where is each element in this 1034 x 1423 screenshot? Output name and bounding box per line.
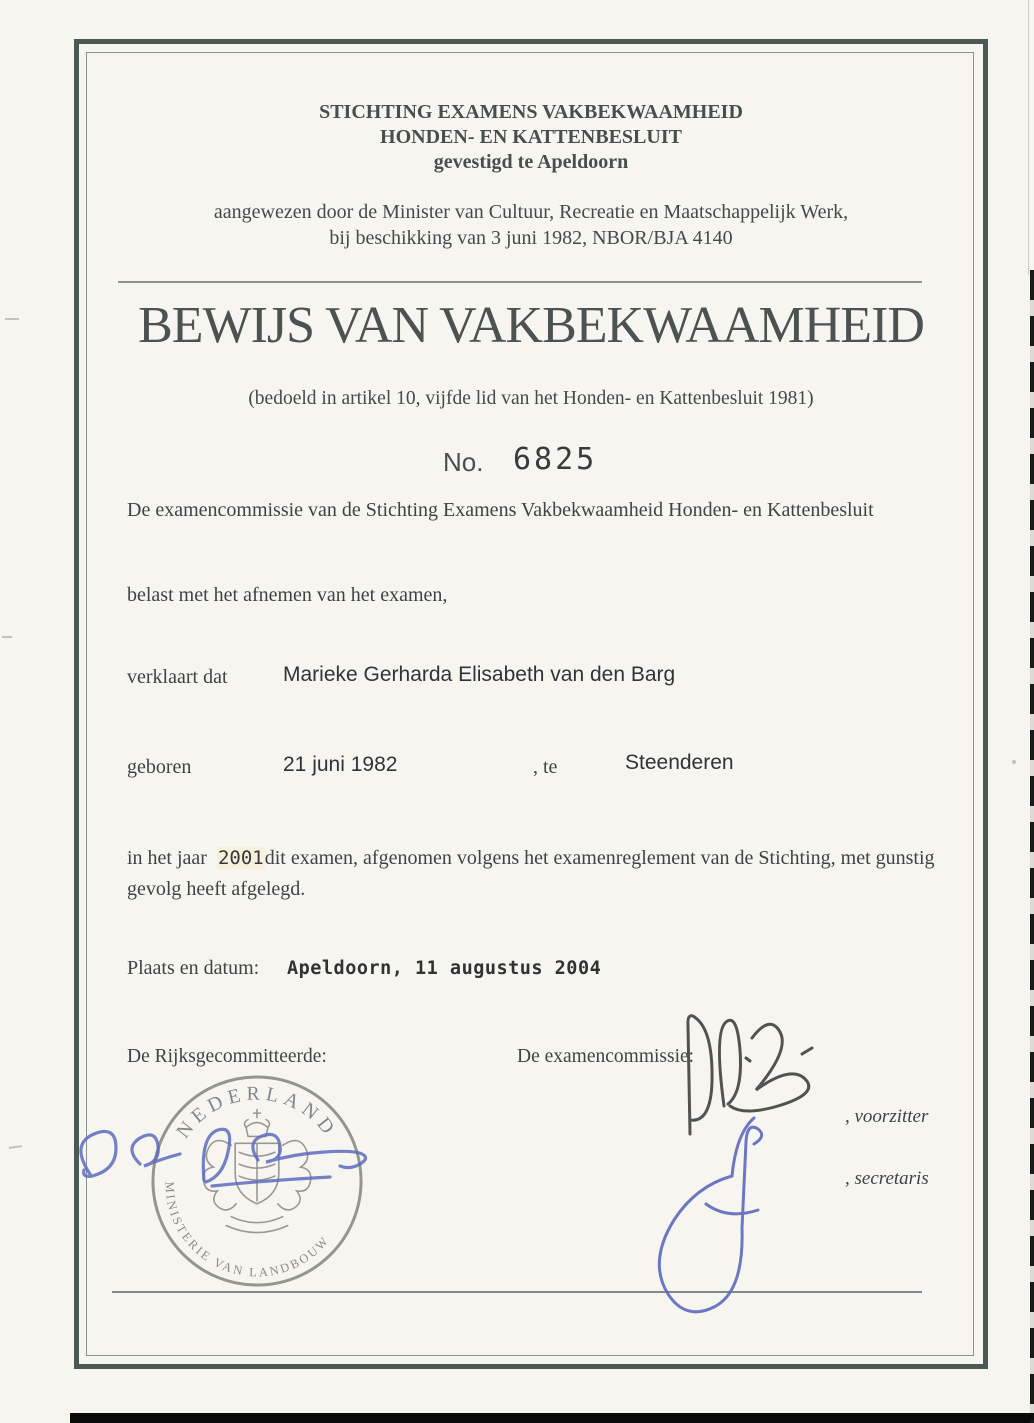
- examencommissie-label: De examencommissie:: [517, 1046, 695, 1067]
- org-name-line1: STICHTING EXAMENS VAKBEKWAAMHEID: [319, 101, 743, 123]
- org-name-line2: HONDEN- EN KATTENBESLUIT: [380, 126, 682, 148]
- stamp-country-text: NEDERLAND: [172, 1082, 342, 1143]
- certificate-number-value: 6825: [513, 442, 598, 477]
- secretary-signature: [636, 1106, 801, 1321]
- year-prefix: in het jaar: [127, 847, 207, 869]
- scan-right-edge-shadow: [1030, 270, 1034, 1423]
- stamp-ministry-text: MINISTERIE VAN LANDBOUW: [162, 1181, 333, 1280]
- born-label: geboren: [127, 756, 192, 778]
- charged-statement: belast met het afnemen van het examen,: [127, 584, 448, 606]
- place-date-value: Apeldoorn, 11 augustus 2004: [287, 958, 602, 979]
- secretary-role-label: , secretaris: [845, 1168, 929, 1189]
- exam-year: 2001: [217, 847, 264, 869]
- scan-right-paper-line: [1028, 0, 1029, 275]
- commission-statement: De examencommissie van de Stichting Examens Vakbekwaamheid Honden- en Kattenbesluit: [127, 499, 874, 521]
- rijksgecommitteerde-signature: [62, 1116, 412, 1216]
- scan-speck: [1012, 760, 1016, 764]
- certificate-subtitle: (bedoeld in artikel 10, vijfde lid van het Honden- en Kattenbesluit 1981): [248, 388, 814, 409]
- scan-speck: [2, 636, 12, 638]
- appointment-line2: bij beschikking van 3 juni 1982, NBOR/BJA 4140: [329, 227, 733, 249]
- appointment-line1: aangewezen door de Minister van Cultuur, Recreatie en Maatschappelijk Werk,: [213, 201, 849, 223]
- certificate-number-label: No.: [443, 447, 484, 477]
- scan-speck: [5, 318, 19, 320]
- chairman-role-label: , voorzitter: [845, 1106, 929, 1127]
- organisation-header: [87, 100, 975, 175]
- scan-speck: [9, 1145, 22, 1149]
- te-label: , te: [533, 756, 558, 778]
- year-suffix: dit examen, afgenomen volgens het examenreglement van de Stichting, met gunstig gevolg heeft afgelegd.: [127, 847, 935, 900]
- birth-place: Steenderen: [625, 751, 734, 774]
- exam-result-paragraph: [127, 843, 939, 905]
- org-location-line: gevestigd te Apeldoorn: [433, 151, 629, 173]
- place-date-label: Plaats en datum:: [127, 957, 260, 979]
- candidate-name: Marieke Gerharda Elisabeth van den Barg: [283, 663, 676, 686]
- certificate-title: BEWIJS VAN VAKBEKWAAMHEID: [138, 297, 924, 354]
- scan-torn-edge: [70, 1413, 1034, 1423]
- appointment-statement: [87, 199, 975, 251]
- declares-label: verklaart dat: [127, 666, 228, 688]
- top-divider-rule: [118, 281, 922, 283]
- birth-date: 21 juni 1982: [283, 753, 398, 776]
- rijksgecommitteerde-label: De Rijksgecommitteerde:: [127, 1046, 327, 1067]
